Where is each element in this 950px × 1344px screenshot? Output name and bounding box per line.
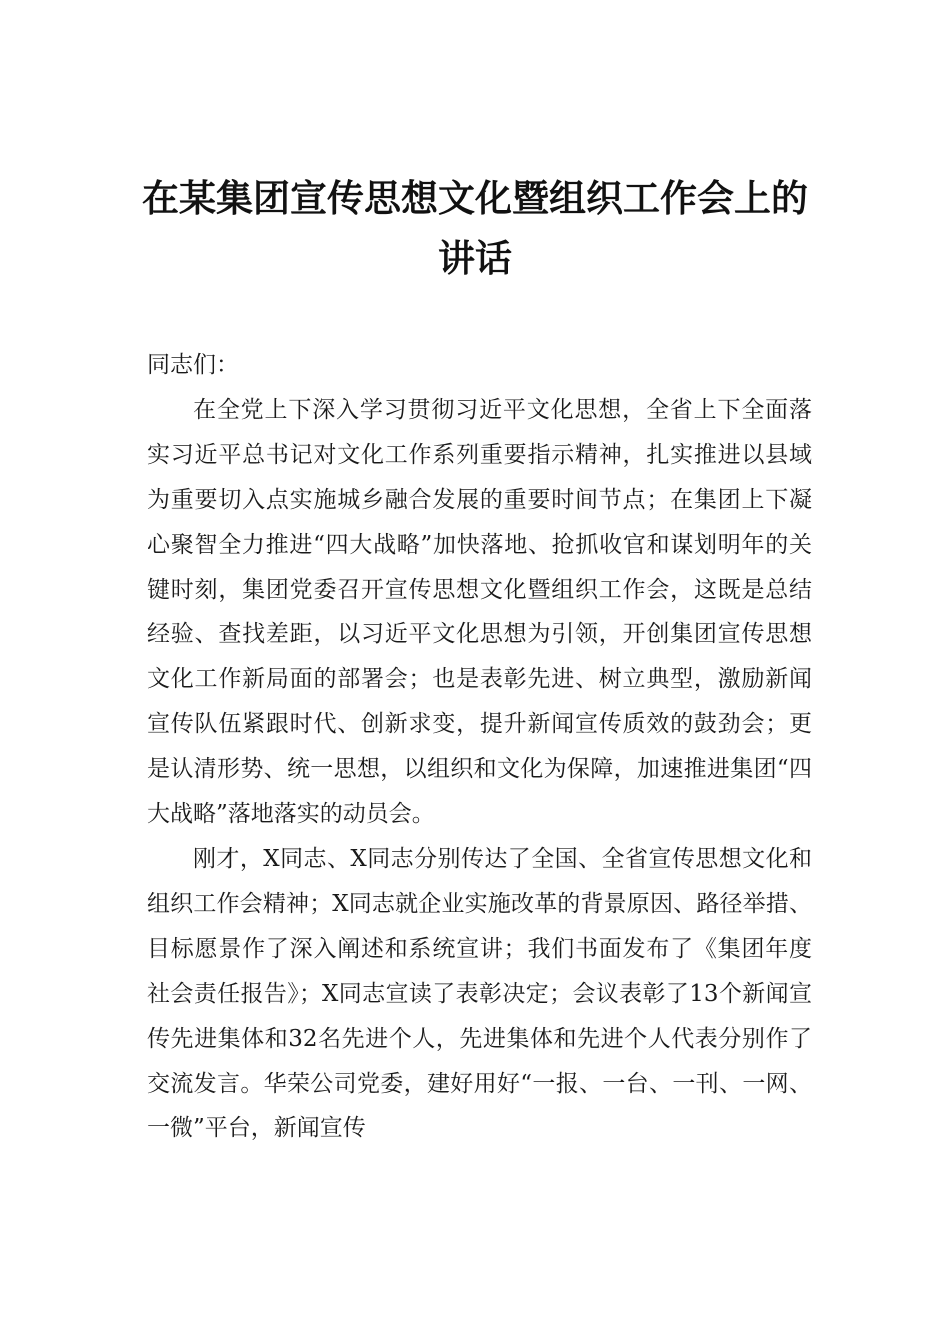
salutation: 同志们： bbox=[147, 352, 239, 378]
document-body bbox=[147, 343, 812, 1151]
paragraph-1: 在全党上下深入学习贯彻习近平文化思想，全省上下全面落实习近平总书记对文化工作系列重要指示精神，扎实推进以县域为重要切入点实施城乡融合发展的重要时间节点；在集团上下凝心聚智全力推进“四大战略”加快落地、抢抓收官和谋划明年的关键时刻，集团党委召开宣传思想文化暨组织工作会，这既是总结经验、查找差距，以习近平文化思想为引领，开创集团宣传思想文化工作新局面的部署会；也是表彰先进、树立典型，激励新闻宣传队伍紧跟时代、创新求变，提升新闻宣传质效的鼓劲会；更是认清形势、统一思想，以组织和文化为保障，加速推进集团“四大战略”落地落实的动员会。 bbox=[147, 396, 812, 828]
title-line-1: 在某集团宣传思想文化暨组织工作会上的 bbox=[142, 176, 808, 220]
document-title bbox=[100, 168, 850, 288]
paragraph-2: 刚才，X同志、X同志分别传达了全国、全省宣传思想文化和组织工作会精神；X同志就企业实施改革的背景原因、路径举措、目标愿景作了深入阐述和系统宣讲；我们书面发布了《集团年度社会责任报告》；X同志宣读了表彰决定；会议表彰了13个新闻宣传先进集体和32名先进个人，先进集体和先进个人代表分别作了交流发言。华荣公司党委，建好用好“一报、一台、一刊、一网、一微”平台，新闻宣传 bbox=[147, 845, 812, 1142]
title-line-2: 讲话 bbox=[438, 236, 512, 280]
